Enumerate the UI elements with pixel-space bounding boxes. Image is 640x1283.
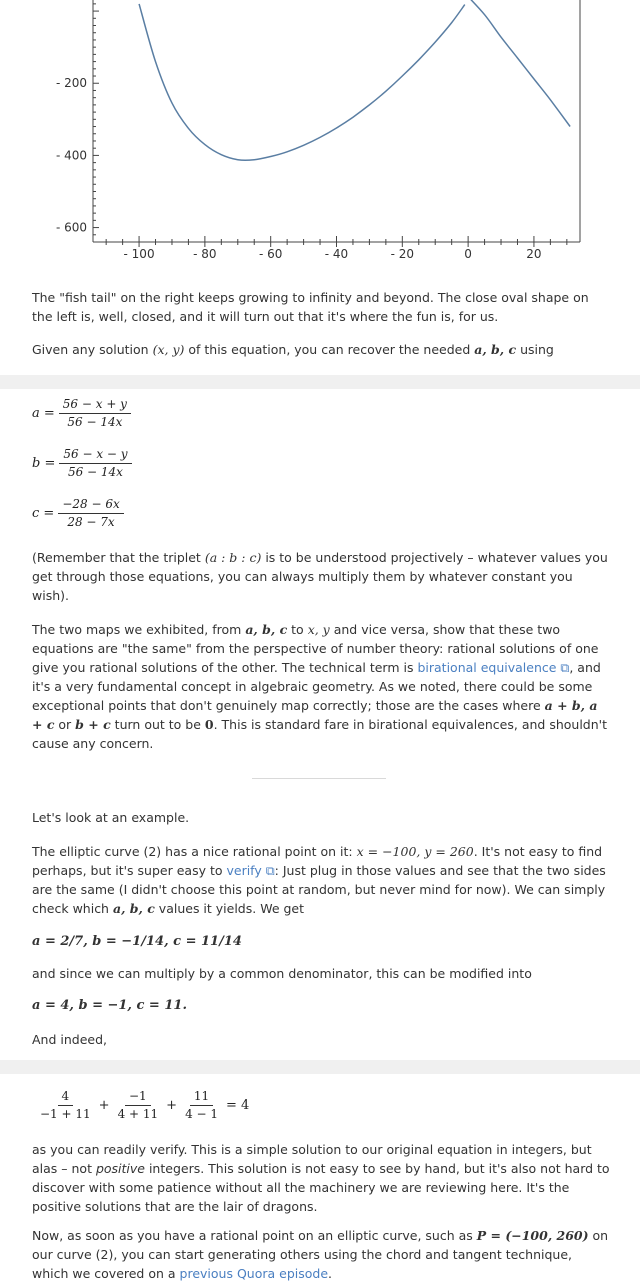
birational-equivalence-link[interactable]: birational equivalence <box>417 660 557 675</box>
now-paragraph: Now, as soon as you have a rational point on an elliptic curve, such as P = (−100, 260) on our curve (2), you can start generating others using the chord and tangent technique, which we covered on a previous Quora episode. <box>32 1228 609 1281</box>
x-tick-label: - 100 <box>123 247 155 261</box>
y-tick-label: - 200 <box>55 76 87 91</box>
indeed-line: And indeed, <box>32 1032 107 1047</box>
chart-axes <box>93 0 580 242</box>
x-tick-label: - 40 <box>324 247 349 261</box>
external-link-icon: ⧉ <box>261 863 275 878</box>
y-tick-label: - 400 <box>55 148 87 163</box>
elliptic-curve-chart <box>0 0 640 265</box>
equation-b: b = $\frac{56 - x - y}{56 - 14x}$ <box>32 446 136 481</box>
readily-paragraph: as you can readily verify. This is a simple solution to our original equation in integers, but alas – not positive integers. This solution is not easy to see by hand, but it's also not hard to discover with some patience without all the machinery we are reviewing here. It's the positive solutions that are the lair of dragons. <box>32 1142 610 1214</box>
equation-a: a = $\frac{56 - x + y}{56 - 14x}$ <box>32 396 135 431</box>
section-divider <box>252 778 386 779</box>
chart-ticks <box>56 4 567 261</box>
block-separator <box>0 1060 640 1074</box>
x-tick-label: - 60 <box>258 247 283 261</box>
remember-paragraph: (Remember that the triplet (a : b : c) is to be understood projectively – whatever values you get through those equations, you can always multiply them by whatever constant you wish). <box>32 550 608 603</box>
x-tick-label: - 80 <box>193 247 217 261</box>
x-tick-label: 20 <box>526 247 542 261</box>
chart-curves <box>139 0 570 160</box>
equation-c: c = $\frac{-28 - 6x}{28 - 7x}$ <box>32 496 128 531</box>
x-tick-label: 0 <box>464 247 472 261</box>
multiply-paragraph: and since we can multiply by a common denominator, this can be modified into <box>32 966 532 981</box>
curve-tail <box>468 0 570 127</box>
block-separator <box>0 375 640 389</box>
values-integers: a = 4, b = −1, c = 11. <box>32 998 187 1013</box>
two-maps-paragraph: The two maps we exhibited, from a, b, c to x, y and vice versa, show that these two equations are "the same" from the perspective of number theory: rational solutions of one give you rational solutions of the other. The technical term is birational equivalence ⧉, and it's a very fundamental concept in algebraic geometry. As we noted, there could be some exceptional points that don't genuinely map correctly; those are the cases where a + b, a + c or b + c turn out to be 0. This is standard fare in birational equivalences, and shouldn't cause any concern. <box>32 622 607 751</box>
external-link-icon: ⧉ <box>556 660 570 675</box>
curve-oval <box>139 4 465 160</box>
previous-episode-link[interactable]: previous Quora episode <box>179 1266 329 1281</box>
y-tick-label: - 600 <box>55 220 87 235</box>
fish-tail-paragraph: The "fish tail" on the right keeps growing to infinity and beyond. The close oval shape on the left is, well, closed, and it will turn out that it's where the fun is, for us. <box>32 290 589 324</box>
verify-link[interactable]: verify <box>226 863 262 878</box>
elliptic-paragraph: The elliptic curve (2) has a nice rational point on it: x = −100, y = 260. It's not easy to find perhaps, but it's super easy to verify ⧉: Just plug in those values and see that the two sides are the same (I didn't choose this point at random, but never mind for now). We can simply check which a, b, c values it yields. We get <box>32 844 606 916</box>
values-fractions: a = 2/7, b = −1/14, c = 11/14 <box>32 934 242 949</box>
x-tick-label: - 20 <box>390 247 415 261</box>
sum-equation: $\frac{4}{-1 + 11}$ + $\frac{-1}{4 + 11}$ + $\frac{11}{4 - 1}$ = 4 <box>40 1089 250 1121</box>
given-solution-paragraph: Given any solution (x, y) of this equation, you can recover the needed a, b, c using <box>32 342 554 357</box>
example-heading: Let's look at an example. <box>32 810 190 825</box>
